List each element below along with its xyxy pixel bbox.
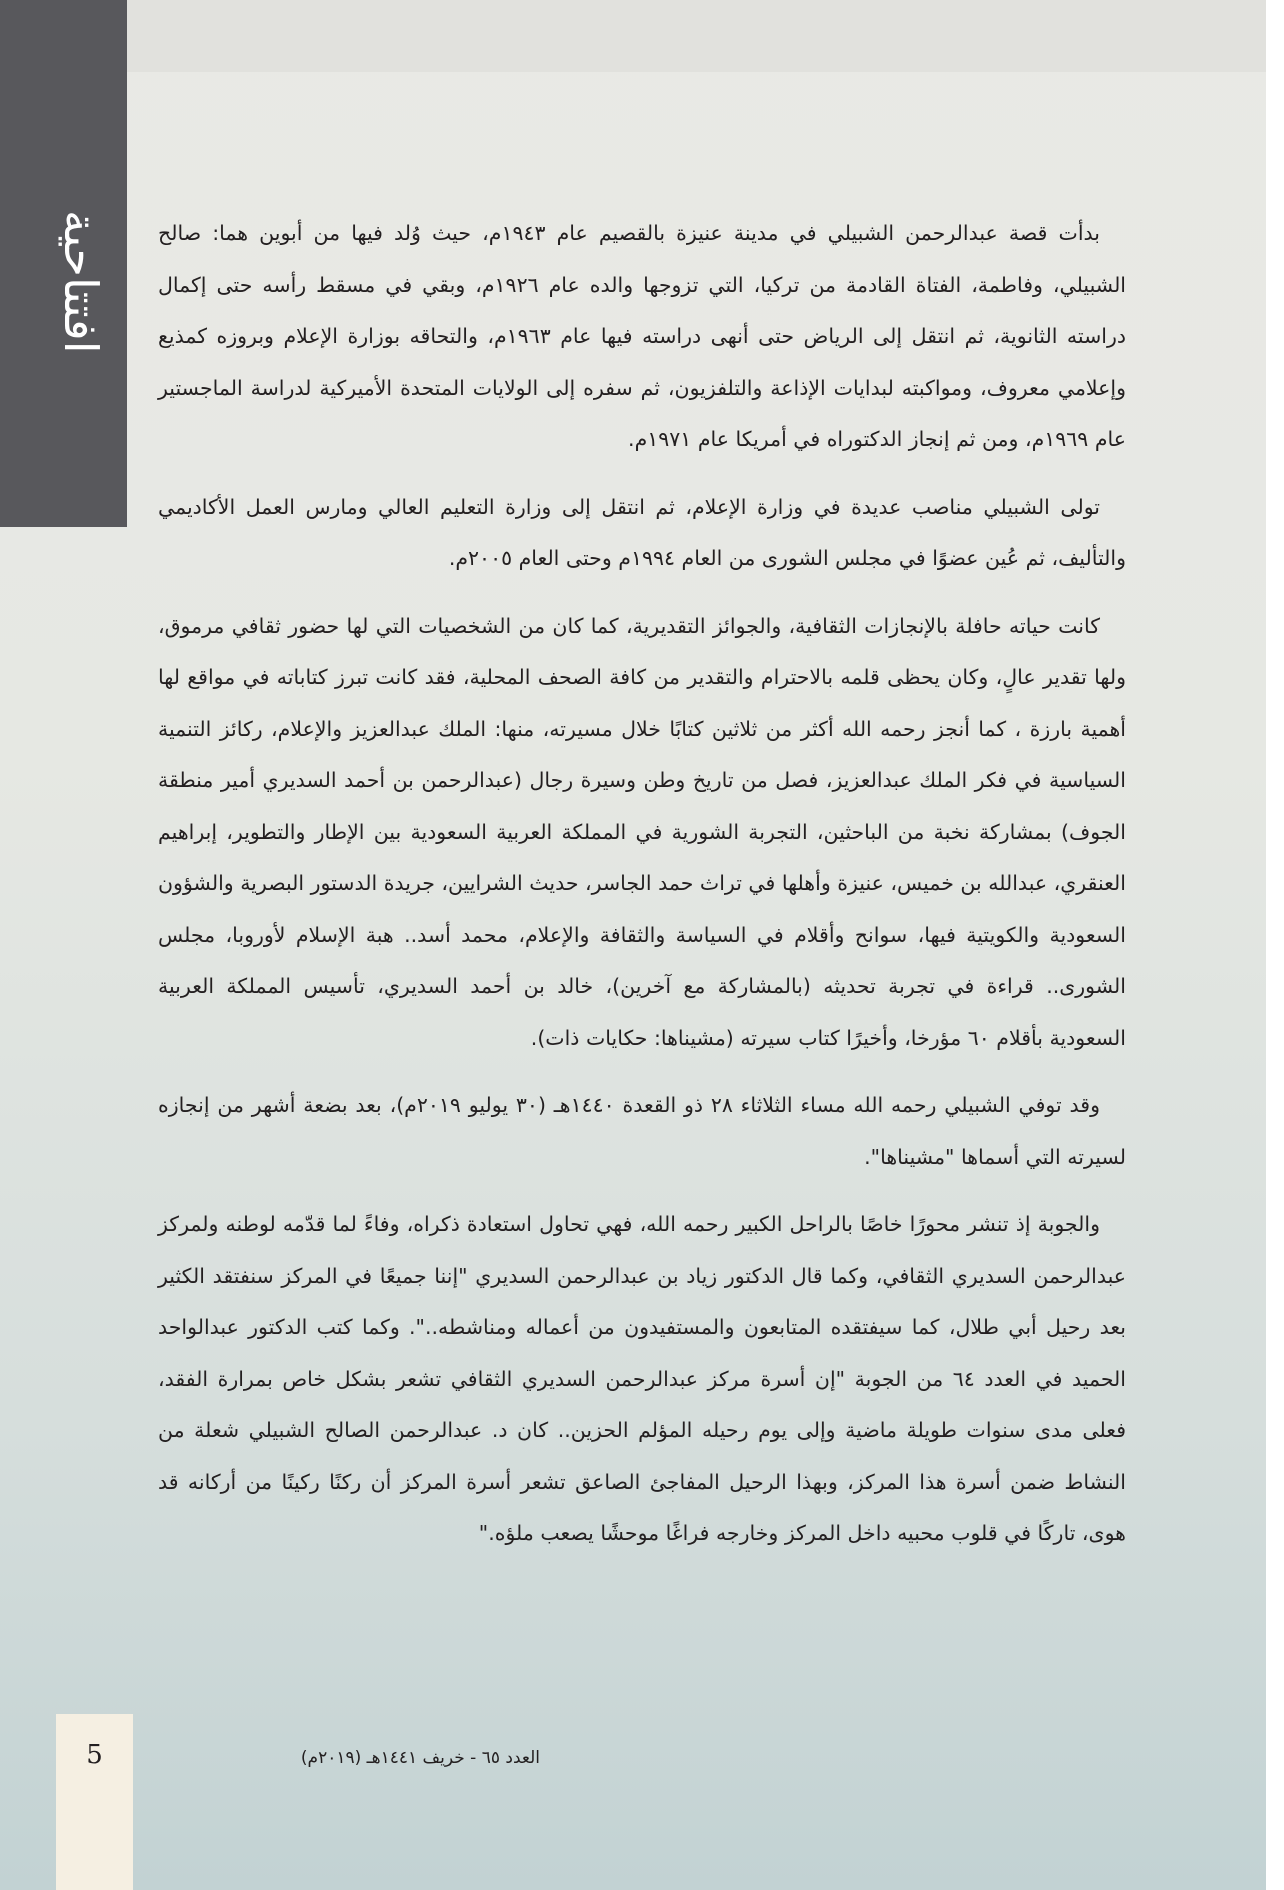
article-body (158, 208, 1126, 1560)
section-tab (0, 0, 127, 527)
paragraph-1: بدأت قصة عبدالرحمن الشبيلي في مدينة عنيزة بالقصيم عام ١٩٤٣م، حيث وُلد فيها من أبوين هما: صالح الشبيلي، وفاطمة، الفتاة القادمة من تركيا، التي تزوجها والده عام ١٩٢٦م، وبقي في مسقط رأسه حتى إكمال دراسته الثانوية، ثم انتقل إلى الرياض حتى أنهى دراسته فيها عام ١٩٦٣م، والتحاقه بوزارة الإعلام وبروزه كمذيع وإعلامي معروف، ومواكبته لبدايات الإذاعة والتلفزيون، ثم سفره إلى الولايات المتحدة الأميركية لدراسة الماجستير عام ١٩٦٩م، ومن ثم إنجاز الدكتوراه في أمريكا عام ١٩٧١م. (158, 221, 1127, 451)
paragraph-3: كانت حياته حافلة بالإنجازات الثقافية، والجوائز التقديرية، كما كان من الشخصيات التي لها حضور ثقافي مرموق، ولها تقدير عالٍ، وكان يحظى قلمه بالاحترام والتقدير من كافة الصحف المحلية، فقد كانت تبرز كتاباته في مواقع لها أهمية بارزة ، كما أنجز رحمه الله أكثر من ثلاثين كتابًا خلال مسيرته، منها: الملك عبدالعزيز والإعلام، ركائز التنمية السياسية في فكر الملك عبدالعزيز، فصل من تاريخ وطن وسيرة رجال (عبدالرحمن بن أحمد السديري أمير منطقة الجوف) بمشاركة نخبة من الباحثين، التجربة الشورية في المملكة العربية السعودية بين الإطار والتطوير، إبراهيم العنقري، عبدالله بن خميس، عنيزة وأهلها في تراث حمد الجاسر، حديث الشرايين، جريدة الدستور البصرية والشؤون السعودية والكويتية فيها، سوانح وأقلام في السياسة والثقافة والإعلام، محمد أسد.. هبة الإسلام لأوروبا، مجلس الشورى.. قراءة في تجربة تحديثه (بالمشاركة مع آخرين)، خالد بن أحمد السديري، تأسيس المملكة العربية السعودية بأقلام ٦٠ مؤرخا، وأخيرًا كتاب سيرته (مشيناها: حكايات ذات). (158, 613, 1126, 1050)
paragraph-2: تولى الشبيلي مناصب عديدة في وزارة الإعلام، ثم انتقل إلى وزارة التعليم العالي ومارس العمل الأكاديمي والتأليف، ثم عُين عضوًا في مجلس الشورى من العام ١٩٩٤م وحتى العام ٢٠٠٥م. (158, 494, 1126, 570)
page-number: 5 (86, 1740, 103, 1770)
section-title: افتتاحية (54, 210, 108, 354)
top-band (127, 0, 1284, 72)
paragraph-5: والجوبة إذ تنشر محورًا خاصًا بالراحل الكبير رحمه الله، فهي تحاول استعادة ذكراه، وفاءً لما قدّمه لوطنه ولمركز عبدالرحمن السديري الثقافي، وكما قال الدكتور زياد بن عبدالرحمن السديري "إننا جميعًا في المركز سنفتقد الكثير بعد رحيل أبي طلال، كما سيفتقده المتابعون والمستفيدون من أعماله ومناشطه..". وكما كتب الدكتور عبدالواحد الحميد في العدد ٦٤ من الجوبة "إن أسرة مركز عبدالرحمن السديري الثقافي تشعر بشكل خاص بمرارة الفقد، فعلى مدى سنوات طويلة ماضية وإلى يوم رحيله المؤلم الحزين.. كان د. عبدالرحمن الصالح الشبيلي شعلة من النشاط ضمن أسرة هذا المركز، وبهذا الرحيل المفاجئ الصاعق تشعر أسرة المركز أن ركنًا ركينًا من أركانه قد هوى، تاركًا في قلوب محبيه داخل المركز وخارجه فراغًا موحشًا يصعب ملؤه." (158, 1212, 1126, 1545)
paragraph-4: وقد توفي الشبيلي رحمه الله مساء الثلاثاء ٢٨ ذو القعدة ١٤٤٠هـ (٣٠ يوليو ٢٠١٩م)، بعد بضعة أشهر من إنجازه لسيرته التي أسماها "مشيناها". (158, 1093, 1126, 1169)
issue-info: العدد ٦٥ - خريف ١٤٤١هـ (٢٠١٩م) (300, 1748, 540, 1768)
page-edge (1266, 0, 1284, 1890)
page-number-box (56, 1714, 133, 1890)
